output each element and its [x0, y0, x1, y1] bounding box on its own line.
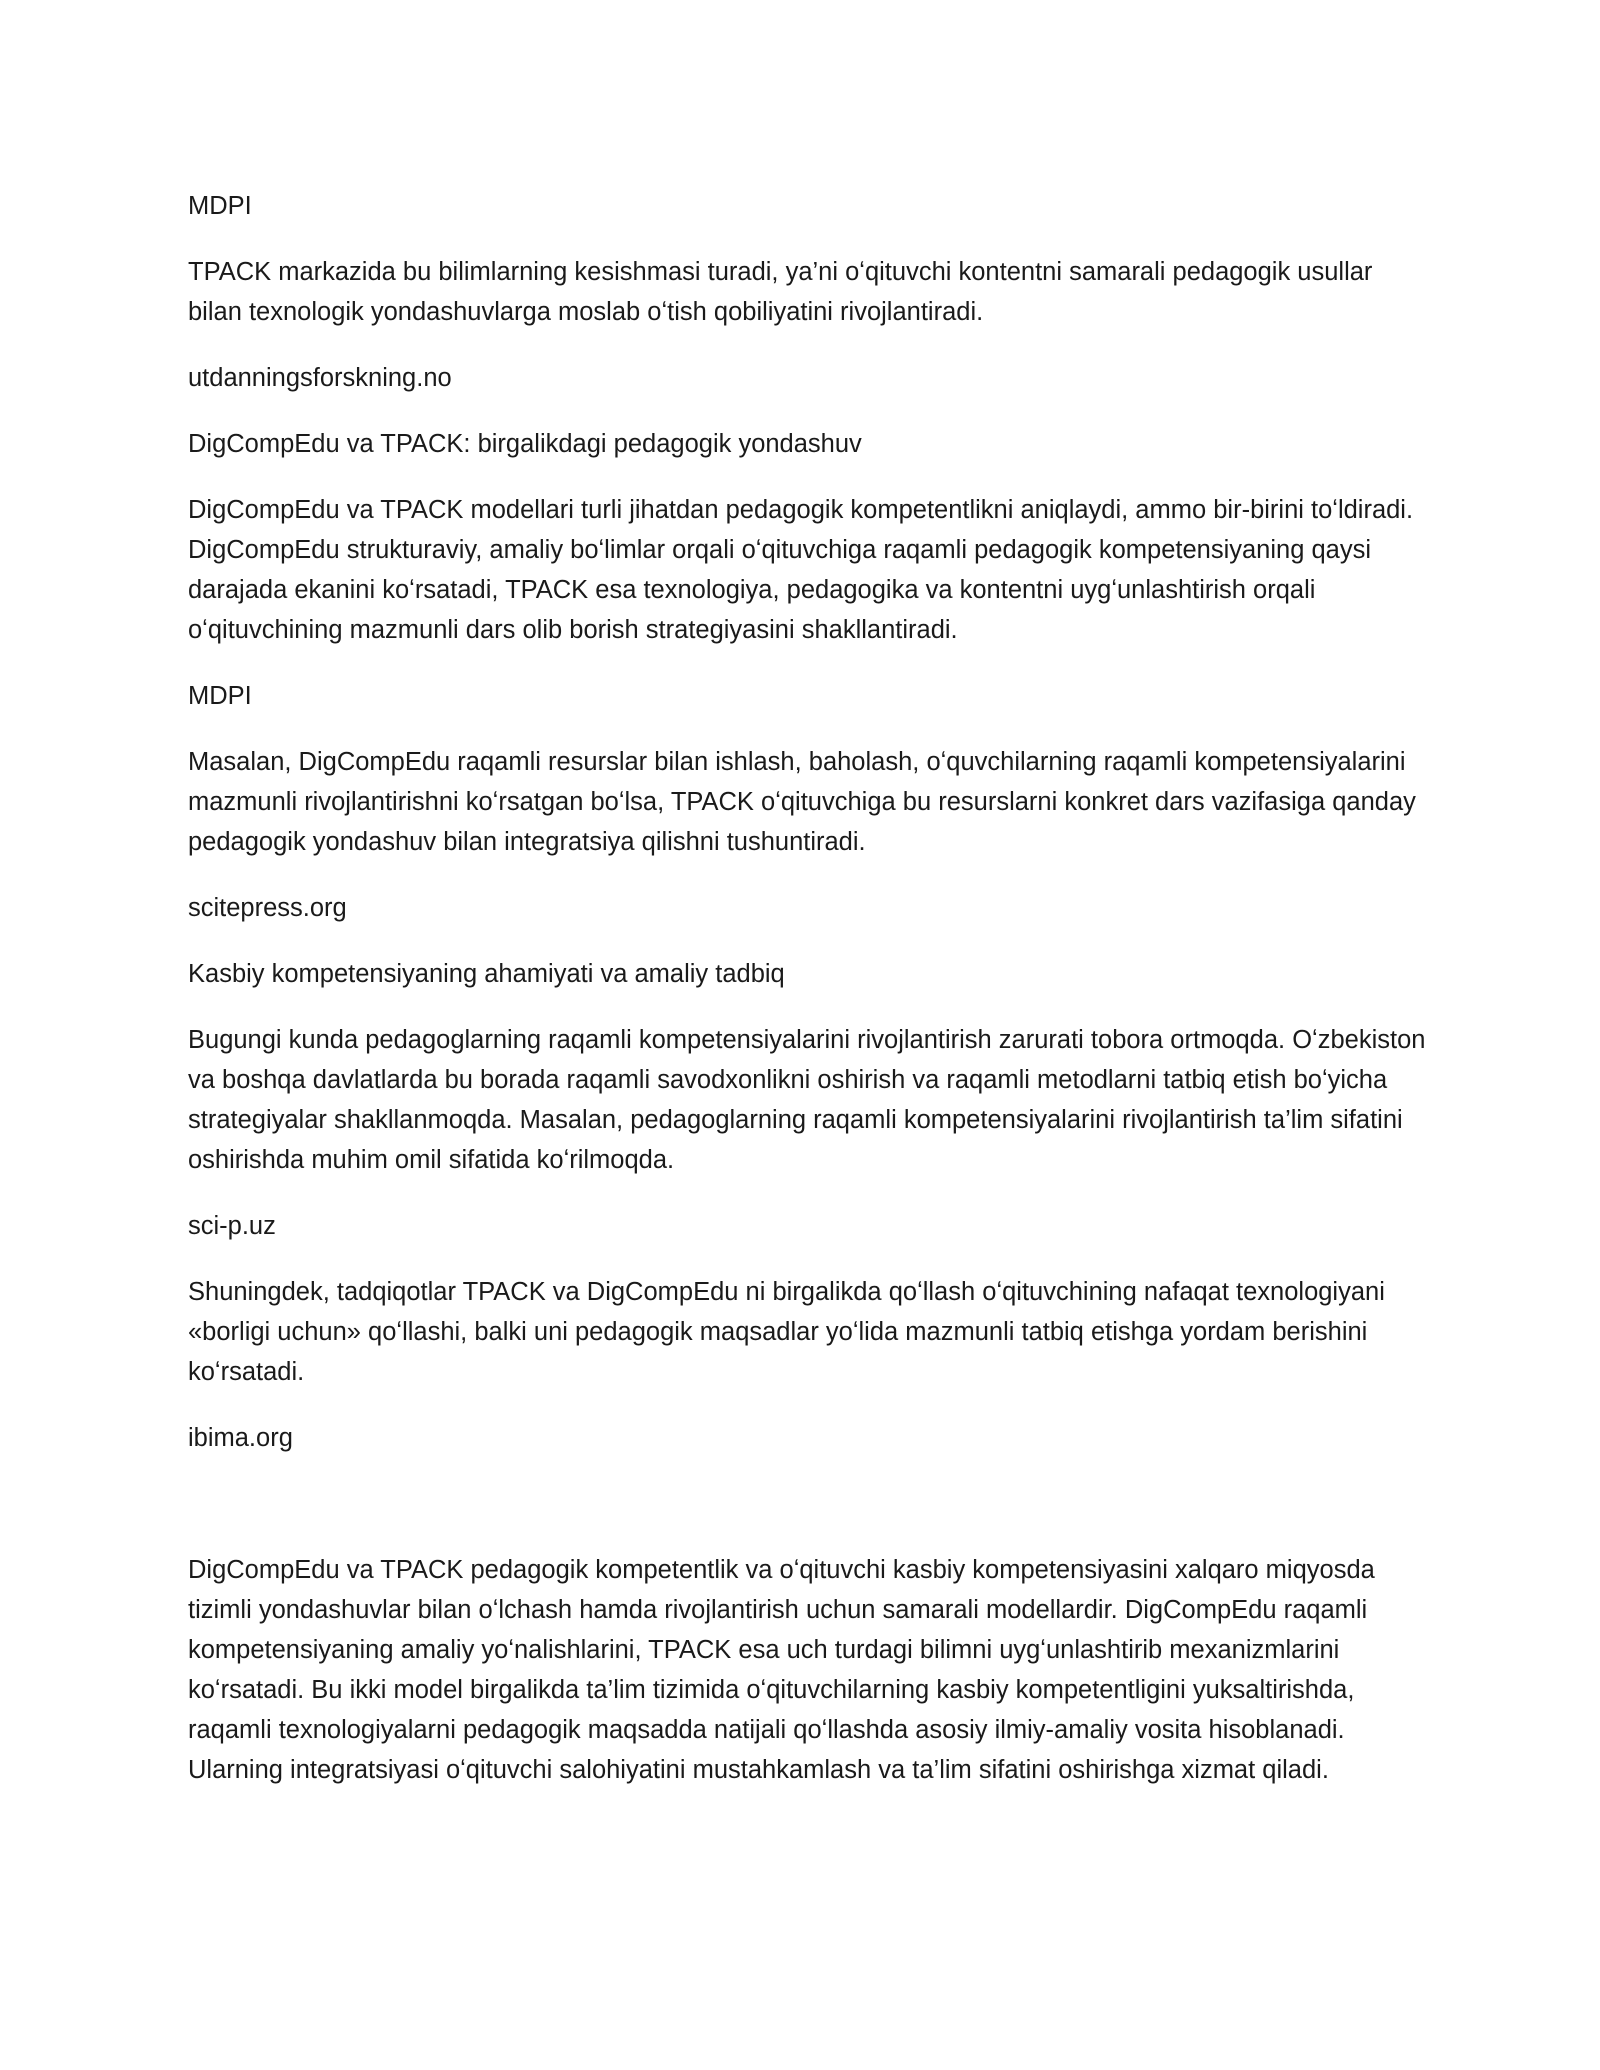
document-page	[188, 186, 1428, 1816]
source-label: scitepress.org	[188, 894, 347, 922]
source-label: sci-p.uz	[188, 1212, 276, 1240]
section-heading: Kasbiy kompetensiyaning ahamiyati va amaliy tadbiq	[188, 960, 785, 988]
body-paragraph: TPACK markazida bu bilimlarning kesishmasi turadi, ya’ni oʻqituvchi kontentni samarali pedagogik usullar bilan texnologik yondashuvlarga moslab oʻtish qobiliyatini rivojlantiradi.	[188, 258, 1373, 326]
section-heading: DigCompEdu va TPACK: birgalikdagi pedagogik yondashuv	[188, 430, 862, 458]
source-label: utdanningsforskning.no	[188, 364, 452, 392]
body-paragraph: Bugungi kunda pedagoglarning raqamli kompetensiyalarini rivojlantirish zarurati tobora ortmoqda. Oʻzbekiston va boshqa davlatlarda bu borada raqamli savodxonlikni oshirish va raqamli metodlarni tatbiq etish boʻyicha strategiyalar shakllanmoqda. Masalan, pedagoglarning raqamli kompetensiyalarini rivojlantirish ta’lim sifatini oshirishda muhim omil sifatida koʻrilmoqda.	[188, 1026, 1426, 1174]
body-paragraph: DigCompEdu va TPACK modellari turli jihatdan pedagogik kompetentlikni aniqlaydi, ammo bir-birini toʻldiradi. DigCompEdu strukturaviy, amaliy boʻlimlar orqali oʻqituvchiga raqamli pedagogik kompetensiyaning qaysi darajada ekanini koʻrsatadi, TPACK esa texnologiya, pedagogika va kontentni uygʻunlashtirish orqali oʻqituvchining mazmunli dars olib borish strategiyasini shakllantiradi.	[188, 496, 1414, 644]
body-paragraph: Masalan, DigCompEdu raqamli resurslar bilan ishlash, baholash, oʻquvchilarning raqamli kompetensiyalarini mazmunli rivojlantirishni koʻrsatgan boʻlsa, TPACK oʻqituvchiga bu resurslarni konkret dars vazifasiga qanday pedagogik yondashuv bilan integratsiya qilishni tushuntiradi.	[188, 748, 1416, 856]
body-paragraph: Shuningdek, tadqiqotlar TPACK va DigCompEdu ni birgalikda qoʻllash oʻqituvchining nafaqat texnologiyani «borligi uchun» qoʻllashi, balki uni pedagogik maqsadlar yoʻlida mazmunli tatbiq etishga yordam berishini koʻrsatadi.	[188, 1278, 1385, 1386]
source-label: MDPI	[188, 192, 252, 220]
source-label: MDPI	[188, 682, 252, 710]
conclusion-paragraph: DigCompEdu va TPACK pedagogik kompetentlik va oʻqituvchi kasbiy kompetensiyasini xalqaro miqyosda tizimli yondashuvlar bilan oʻlchash hamda rivojlantirish uchun samarali modellardir. DigCompEdu raqamli kompetensiyaning amaliy yoʻnalishlarini, TPACK esa uch turdagi bilimni uygʻunlashtirib mexanizmlarini koʻrsatadi. Bu ikki model birgalikda ta’lim tizimida oʻqituvchilarning kasbiy kompetentligini yuksaltirishda, raqamli texnologiyalarni pedagogik maqsadda natijali qoʻllashda asosiy ilmiy-amaliy vosita hisoblanadi. Ularning integratsiyasi oʻqituvchi salohiyatini mustahkamlash va ta’lim sifatini oshirishga xizmat qiladi.	[188, 1556, 1375, 1784]
source-label: ibima.org	[188, 1424, 293, 1452]
